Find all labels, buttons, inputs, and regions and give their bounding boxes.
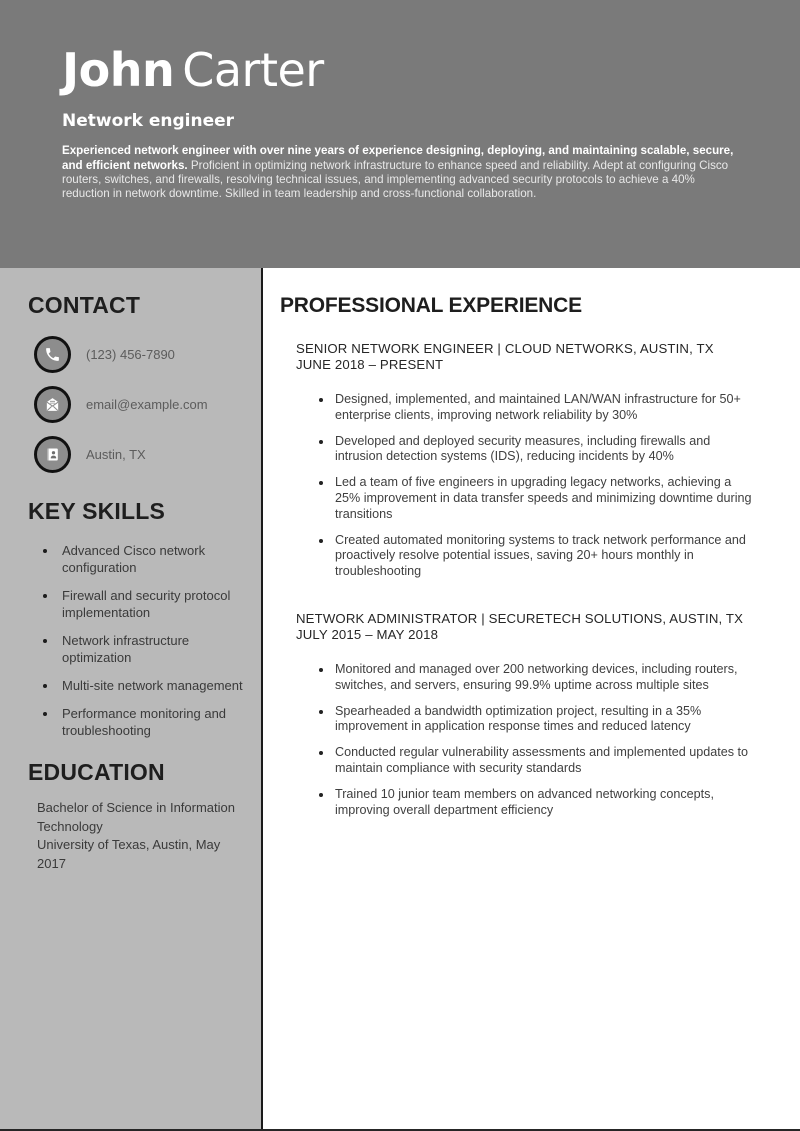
job-bullet: • Led a team of five engineers in upgrading legacy networks, achieving a 25% improvement in data transfer speeds and minimizing downtime during transitions — [333, 475, 753, 522]
profile-summary — [62, 144, 734, 201]
job-bullet: • Conducted regular vulnerability assessments and implemented updates to maintain compliance with security standards — [333, 745, 753, 777]
summary-lead: Experienced network engineer with over nine years of experience designing, deploying, and maintaining scalable, secure, and efficient networks. — [62, 144, 734, 172]
contact-section — [28, 292, 243, 473]
education-body — [37, 799, 239, 873]
last-name: Carter — [182, 43, 324, 97]
skill-item: • Advanced Cisco network configuration — [58, 542, 243, 576]
first-name: John — [62, 43, 175, 97]
education-degree: Bachelor of Science in Information Technology — [37, 800, 235, 834]
job-bullets — [296, 392, 753, 580]
contact-list — [34, 336, 243, 473]
job-bullets — [296, 662, 753, 818]
skill-item: • Multi-site network management — [58, 677, 243, 694]
experience-column — [263, 268, 800, 1129]
job-bullet: • Developed and deployed security measures, including firewalls and intrusion detection systems (IDS), reducing incidents by 40% — [333, 434, 753, 466]
jobs-list — [296, 341, 772, 818]
email-icon — [34, 386, 71, 423]
skill-item: • Network infrastructure optimization — [58, 632, 243, 666]
job-role-subtitle: Network engineer — [62, 111, 235, 132]
skill-item: • Firewall and security protocol implementation — [58, 587, 243, 621]
sidebar — [0, 268, 263, 1129]
job-bullet: • Trained 10 junior team members on advanced networking concepts, improving overall department efficiency — [333, 787, 753, 819]
contact-row-phone — [34, 336, 243, 373]
job-entry-network-administrator — [296, 611, 772, 818]
job-title: SENIOR NETWORK ENGINEER | CLOUD NETWORKS, AUSTIN, TX — [296, 341, 714, 356]
job-dates: JUNE 2018 – PRESENT — [296, 357, 444, 372]
job-title: NETWORK ADMINISTRATOR | SECURETECH SOLUTIONS, AUSTIN, TX — [296, 610, 744, 626]
job-bullet: • Created automated monitoring systems to track network performance and proactively resolve potential issues, saving 20+ hours monthly in troubleshooting — [333, 533, 753, 580]
skill-item: • Performance monitoring and troubleshooting — [58, 705, 243, 739]
email-address: email@example.com — [86, 397, 208, 412]
key-skills-heading: KEY SKILLS — [28, 498, 166, 524]
experience-heading: PROFESSIONAL EXPERIENCE — [280, 294, 582, 317]
phone-number: (123) 456-7890 — [86, 347, 175, 362]
job-dates: JULY 2015 – MAY 2018 — [296, 626, 439, 642]
job-bullet: • Spearheaded a bandwidth optimization project, resulting in a 35% improvement in application response times and reduced latency — [333, 704, 753, 736]
education-section — [28, 759, 243, 873]
contact-row-location — [34, 436, 243, 473]
content-columns — [0, 268, 800, 1129]
education-heading: EDUCATION — [28, 759, 165, 785]
contact-card-icon — [34, 436, 71, 473]
person-name — [62, 43, 745, 97]
summary-body: Proficient in optimizing network infrastructure to enhance speed and reliability. Adept at configuring Cisco routers, switches, and firewalls, resolving technical issues, and implementing advanced security protocols to achieve a 40% reduction in network downtime. Skilled in team leadership and cross-functional collaboration. — [62, 158, 729, 201]
job-header — [296, 611, 772, 643]
header-band — [0, 0, 800, 268]
job-bullet: • Monitored and managed over 200 networking devices, including routers, switches, and servers, ensuring 99.9% uptime across multiple sites — [333, 662, 753, 694]
job-bullet: • Designed, implemented, and maintained LAN/WAN infrastructure for 50+ enterprise clients, improving network reliability by 30% — [333, 392, 753, 424]
skills-list — [28, 542, 243, 739]
phone-icon — [34, 336, 71, 373]
education-school: University of Texas, Austin, May 2017 — [37, 837, 221, 871]
key-skills-section — [28, 498, 243, 739]
contact-heading: CONTACT — [28, 292, 141, 318]
job-header — [296, 341, 772, 373]
contact-row-email — [34, 386, 243, 423]
location-text: Austin, TX — [86, 447, 146, 462]
job-entry-senior-network-engineer — [296, 341, 772, 580]
